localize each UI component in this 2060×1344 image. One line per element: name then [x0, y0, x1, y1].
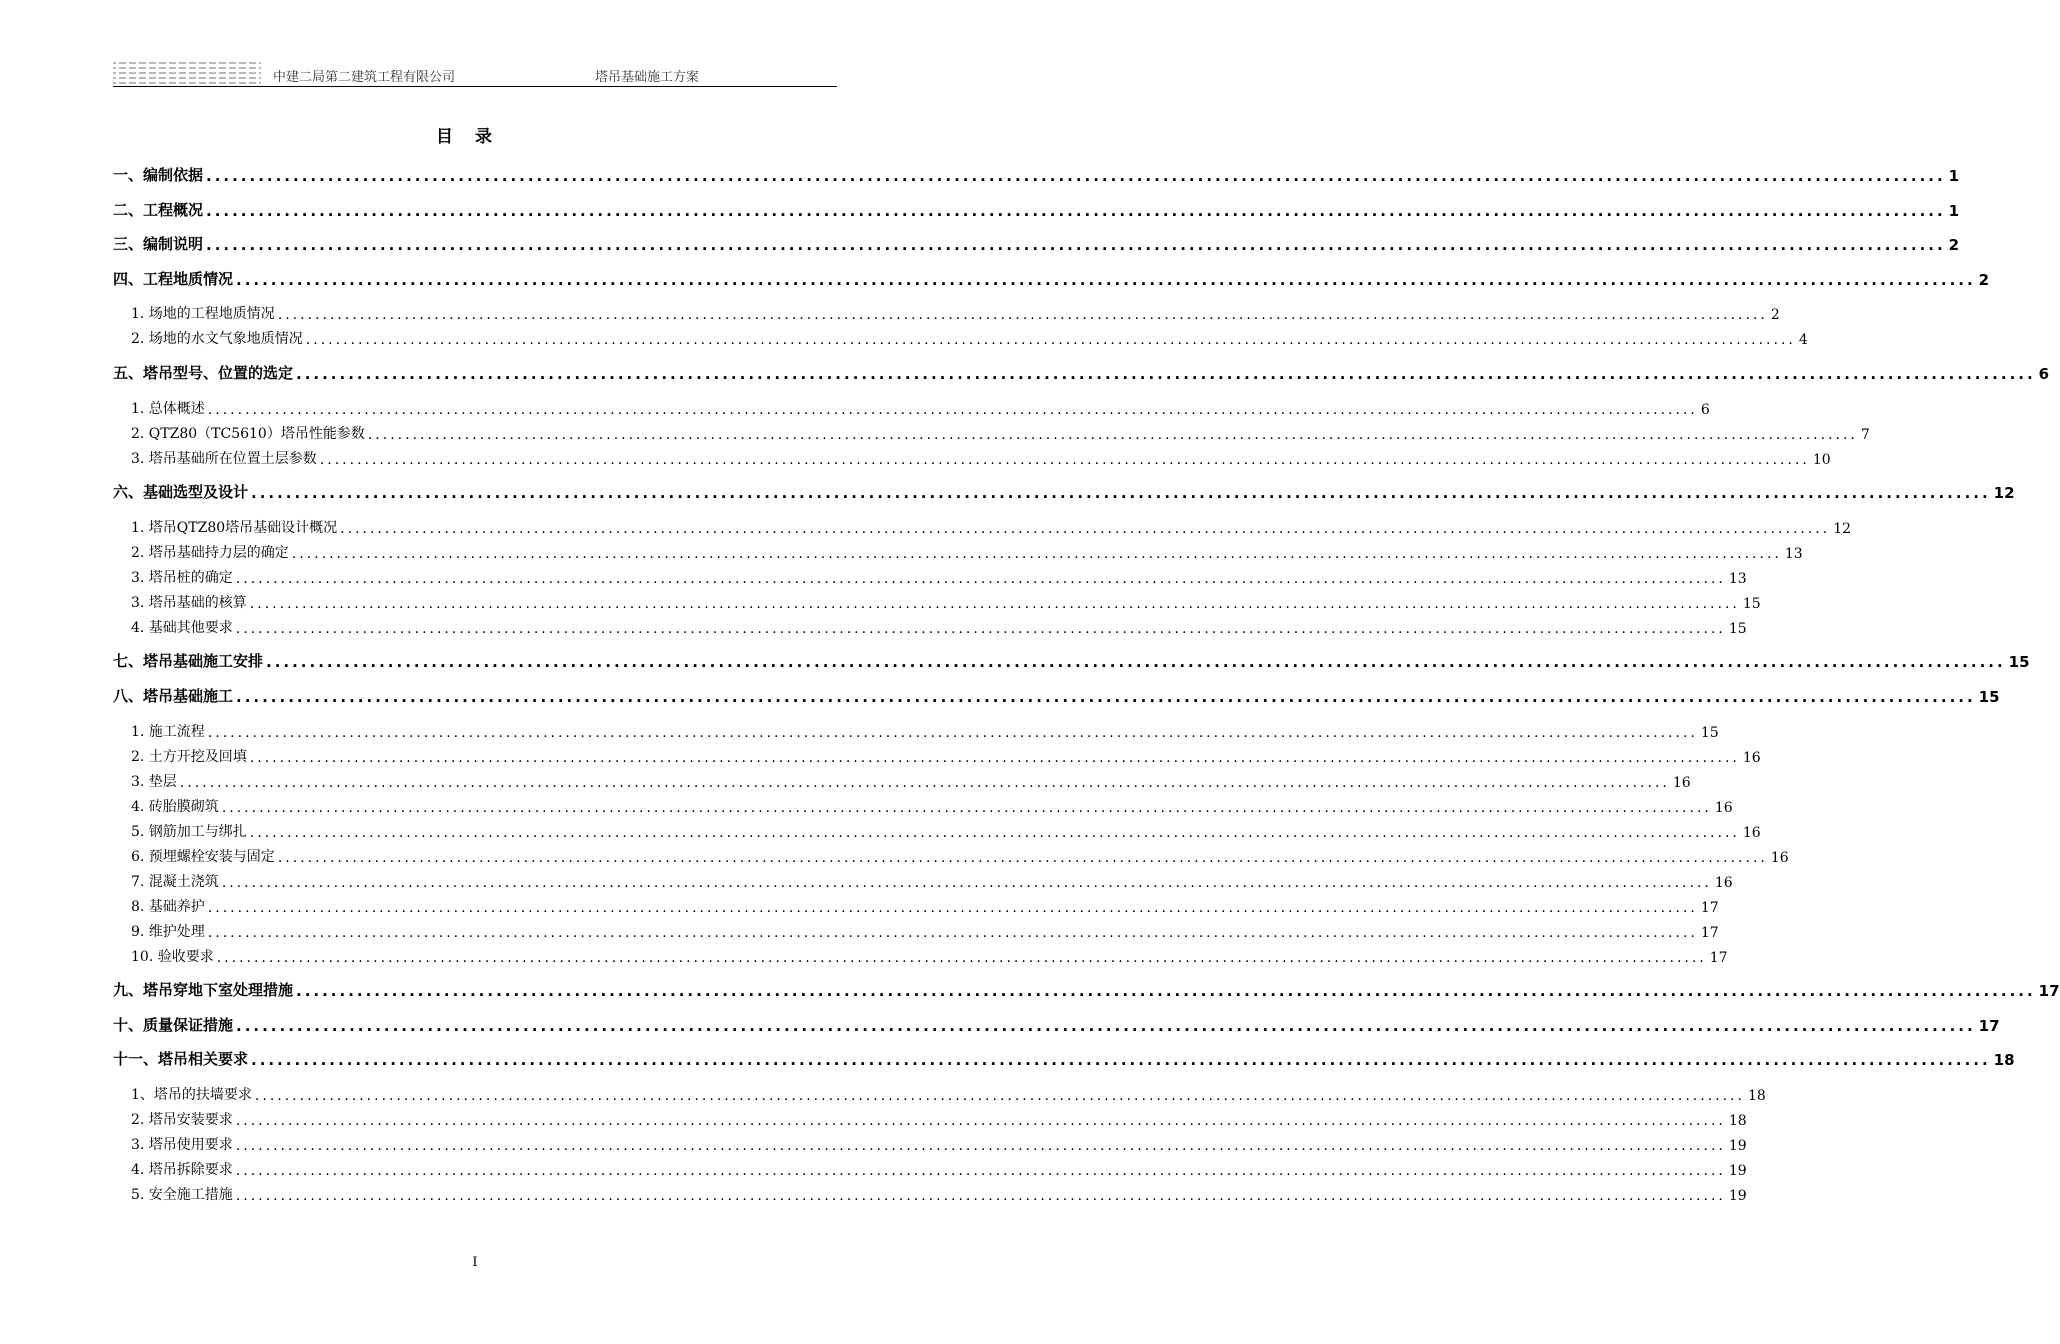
toc-entry-title: 六、基础选型及设计	[113, 483, 249, 502]
toc-entry-title: 2. 场地的水文气象地质情况	[131, 331, 303, 348]
toc-entry-page: 15	[2008, 653, 2030, 672]
toc-entry-section[interactable]	[113, 232, 1960, 255]
toc-entry-subsection[interactable]	[113, 794, 1733, 816]
toc-dot-leader: ........................................................................................................................................................................................................	[277, 307, 1768, 324]
toc-entry-subsection[interactable]	[113, 1082, 1766, 1104]
toc-entry-page: 1	[1948, 201, 1960, 220]
header-company: 中建二局第二建筑工程有限公司	[273, 70, 456, 85]
toc-entry-subsection[interactable]	[113, 396, 1710, 418]
toc-dot-leader: ........................................................................................................................................................................................................	[221, 799, 1712, 816]
toc-entry-page: 13	[1784, 545, 1803, 562]
toc-entry-section[interactable]	[113, 1013, 2000, 1035]
toc-dot-leader: ........................................................................................................................................................................................................	[235, 1113, 1726, 1129]
toc-dot-leader: ........................................................................................................................................................................................................	[206, 167, 1946, 185]
toc-entry-title: 9. 维护处理	[131, 923, 205, 940]
toc-entry-page: 10	[1812, 451, 1831, 468]
toc-entry-page: 18	[1747, 1088, 1766, 1104]
toc-entry-title: 十、质量保证措施	[113, 1015, 234, 1034]
toc-entry-subsection[interactable]	[113, 819, 1761, 841]
toc-entry-title: 3. 塔吊使用要求	[131, 1137, 233, 1153]
toc-entry-page: 15	[1978, 688, 2000, 706]
toc-entry-title: 3. 垫层	[131, 773, 177, 790]
toc-entry-page: 16	[1770, 849, 1789, 866]
toc-dot-leader: ........................................................................................................................................................................................................	[207, 924, 1698, 941]
toc-dot-leader: ........................................................................................................................................................................................................	[319, 451, 1810, 468]
toc-entry-section[interactable]	[113, 649, 2030, 672]
page-number: I	[472, 1255, 478, 1270]
toc-entry-subsection[interactable]	[113, 869, 1733, 891]
toc-entry-section[interactable]	[113, 480, 2015, 503]
toc-entry-subsection[interactable]	[113, 1107, 1747, 1129]
toc-dot-leader: ........................................................................................................................................................................................................	[251, 484, 1991, 503]
toc-entry-page: 17	[2038, 982, 2060, 1001]
toc-entry-title: 6. 预埋螺栓安装与固定	[131, 848, 275, 865]
toc-entry-subsection[interactable]	[113, 894, 1719, 916]
toc-entry-page: 17	[1709, 949, 1728, 966]
toc-dot-leader: ........................................................................................................................................................................................................	[236, 1016, 1976, 1035]
toc-entry-page: 15	[1742, 595, 1761, 612]
toc-entry-page: 16	[1672, 774, 1691, 791]
toc-dot-leader: ........................................................................................................................................................................................................	[266, 653, 2006, 672]
toc-entry-page: 19	[1728, 1163, 1747, 1179]
toc-dot-leader: ........................................................................................................................................................................................................	[235, 620, 1726, 637]
toc-entry-page: 15	[1700, 724, 1719, 741]
toc-entry-page: 19	[1728, 1138, 1747, 1154]
toc-entry-subsection[interactable]	[113, 944, 1728, 966]
toc-entry-title: 1. 场地的工程地质情况	[131, 306, 275, 323]
toc-entry-title: 10. 验收要求	[131, 948, 214, 965]
toc-entry-page: 6	[1700, 401, 1710, 418]
toc-dot-leader: ........................................................................................................................................................................................................	[291, 545, 1782, 562]
toc-entry-title: 2. 土方开挖及回填	[131, 748, 247, 765]
toc-entry-title: 4. 砖胎膜砌筑	[131, 798, 219, 815]
toc-entry-title: 1. 施工流程	[131, 723, 205, 740]
toc-entry-subsection[interactable]	[113, 446, 1831, 468]
toc-entry-subsection[interactable]	[113, 326, 1808, 349]
toc-entry-page: 4	[1798, 332, 1808, 349]
toc-entry-subsection[interactable]	[113, 590, 1761, 612]
toc-entry-subsection[interactable]	[113, 1157, 1747, 1179]
toc-entry-title: 七、塔吊基础施工安排	[113, 652, 264, 671]
page-header	[113, 62, 837, 87]
toc-dot-leader: ........................................................................................................................................................................................................	[206, 201, 1946, 220]
toc-entry-page: 16	[1714, 874, 1733, 891]
toc-dot-leader: ........................................................................................................................................................................................................	[236, 688, 1976, 706]
toc-dot-leader: ........................................................................................................................................................................................................	[305, 332, 1796, 349]
toc-entry-title: 四、工程地质情况	[113, 269, 234, 288]
toc-entry-title: 一、编制依据	[113, 166, 204, 184]
toc-entry-title: 3. 塔吊桩的确定	[131, 569, 233, 586]
toc-dot-leader: ........................................................................................................................................................................................................	[235, 1138, 1726, 1154]
toc-entry-page: 18	[1993, 1051, 2015, 1070]
toc-entry-title: 4. 塔吊拆除要求	[131, 1162, 233, 1178]
toc-entry-title: 2. 塔吊安装要求	[131, 1112, 233, 1128]
toc-entry-page: 6	[2038, 365, 2050, 383]
toc-entry-page: 2	[1770, 307, 1780, 324]
toc-entry-title: 7. 混凝土浇筑	[131, 873, 219, 890]
toc-entry-title: 3. 塔吊基础所在位置土层参数	[131, 450, 317, 467]
toc-entry-section[interactable]	[113, 978, 2060, 1001]
toc-entry-subsection[interactable]	[113, 919, 1719, 941]
toc-entry-section[interactable]	[113, 361, 2050, 383]
toc-entry-subsection[interactable]	[113, 515, 1852, 537]
toc-dot-leader: ........................................................................................................................................................................................................	[296, 365, 2036, 383]
toc-entry-title: 1、塔吊的扶墙要求	[131, 1087, 252, 1103]
toc-dot-leader: ........................................................................................................................................................................................................	[206, 236, 1946, 255]
toc-entry-page: 16	[1742, 749, 1761, 766]
toc-entry-page: 16	[1742, 824, 1761, 841]
toc-entry-page: 16	[1714, 799, 1733, 816]
toc-dot-leader: ........................................................................................................................................................................................................	[251, 1051, 1991, 1070]
toc-entry-title: 5. 安全施工措施	[131, 1187, 233, 1203]
toc-entry-title: 1. 总体概述	[131, 400, 205, 417]
toc-dot-leader: ........................................................................................................................................................................................................	[216, 949, 1707, 966]
toc-entry-subsection[interactable]	[113, 1132, 1747, 1154]
toc-entry-subsection[interactable]	[113, 719, 1719, 741]
toc-entry-page: 12	[1993, 484, 2015, 503]
page-title: 目录	[436, 127, 514, 147]
toc-entry-page: 12	[1833, 520, 1852, 537]
toc-entry-section[interactable]	[113, 198, 1960, 220]
toc-dot-leader: ........................................................................................................................................................................................................	[254, 1088, 1745, 1104]
toc-entry-subsection[interactable]	[113, 540, 1803, 562]
toc-dot-leader: ........................................................................................................................................................................................................	[207, 401, 1698, 418]
toc-entry-title: 3. 塔吊基础的核算	[131, 594, 247, 611]
toc-entry-page: 1	[1948, 167, 1960, 185]
toc-entry-title: 二、工程概况	[113, 200, 204, 219]
toc-entry-title: 8. 基础养护	[131, 898, 205, 915]
toc-entry-title: 4. 基础其他要求	[131, 619, 233, 636]
toc-entry-subsection[interactable]	[113, 844, 1789, 866]
toc-dot-leader: ........................................................................................................................................................................................................	[277, 849, 1768, 866]
toc-entry-subsection[interactable]	[113, 744, 1761, 766]
toc-entry-page: 2	[1948, 236, 1960, 255]
toc-entry-page: 19	[1728, 1188, 1747, 1204]
toc-dot-leader: ........................................................................................................................................................................................................	[235, 1163, 1726, 1179]
toc-entry-page: 13	[1728, 570, 1747, 587]
company-logo-icon	[113, 62, 261, 84]
toc-dot-leader: ........................................................................................................................................................................................................	[249, 824, 1740, 841]
toc-entry-page: 17	[1700, 924, 1719, 941]
toc-dot-leader: ........................................................................................................................................................................................................	[249, 595, 1740, 612]
toc-dot-leader: ........................................................................................................................................................................................................	[207, 899, 1698, 916]
toc-entry-section[interactable]	[113, 163, 1960, 185]
toc-entry-title: 十一、塔吊相关要求	[113, 1050, 249, 1069]
toc-entry-page: 17	[1700, 899, 1719, 916]
toc-dot-leader: ........................................................................................................................................................................................................	[221, 874, 1712, 891]
toc-entry-title: 2. 塔吊基础持力层的确定	[131, 544, 289, 561]
toc-entry-title: 5. 钢筋加工与绑扎	[131, 823, 247, 840]
toc-dot-leader: ........................................................................................................................................................................................................	[235, 1188, 1726, 1204]
toc-dot-leader: ........................................................................................................................................................................................................	[296, 982, 2036, 1001]
toc-dot-leader: ........................................................................................................................................................................................................	[236, 270, 1976, 289]
toc-entry-title: 1. 塔吊QTZ80塔吊基础设计概况	[131, 519, 338, 536]
toc-entry-page: 17	[1978, 1016, 2000, 1035]
toc-entry-title: 九、塔吊穿地下室处理措施	[113, 981, 294, 1000]
toc-dot-leader: ........................................................................................................................................................................................................	[249, 749, 1740, 766]
toc-dot-leader: ........................................................................................................................................................................................................	[179, 774, 1670, 791]
toc-entry-page: 7	[1860, 426, 1870, 443]
toc-entry-subsection[interactable]	[113, 421, 1870, 443]
toc-entry-section[interactable]	[113, 684, 2000, 706]
toc-entry-subsection[interactable]	[113, 615, 1747, 637]
toc-entry-subsection[interactable]	[113, 301, 1780, 324]
header-doc-title: 塔吊基础施工方案	[595, 70, 700, 85]
toc-entry-page: 15	[1728, 620, 1747, 637]
toc-dot-leader: ........................................................................................................................................................................................................	[367, 426, 1858, 443]
toc-entry-title: 五、塔吊型号、位置的选定	[113, 364, 294, 382]
toc-entry-section[interactable]	[113, 267, 1990, 289]
toc-entry-page: 2	[1978, 270, 1990, 289]
toc-entry-title: 八、塔吊基础施工	[113, 687, 234, 705]
toc-entry-title: 三、编制说明	[113, 235, 204, 254]
toc-dot-leader: ........................................................................................................................................................................................................	[235, 570, 1726, 587]
toc-entry-section[interactable]	[113, 1047, 2015, 1070]
toc-entry-page: 18	[1728, 1113, 1747, 1129]
toc-entry-subsection[interactable]	[113, 565, 1747, 587]
toc-entry-subsection[interactable]	[113, 1182, 1747, 1204]
toc-entry-title: 2. QTZ80（TC5610）塔吊性能参数	[131, 425, 365, 442]
toc-entry-subsection[interactable]	[113, 769, 1691, 791]
toc-dot-leader: ........................................................................................................................................................................................................	[207, 724, 1698, 741]
toc-dot-leader: ........................................................................................................................................................................................................	[340, 520, 1831, 537]
